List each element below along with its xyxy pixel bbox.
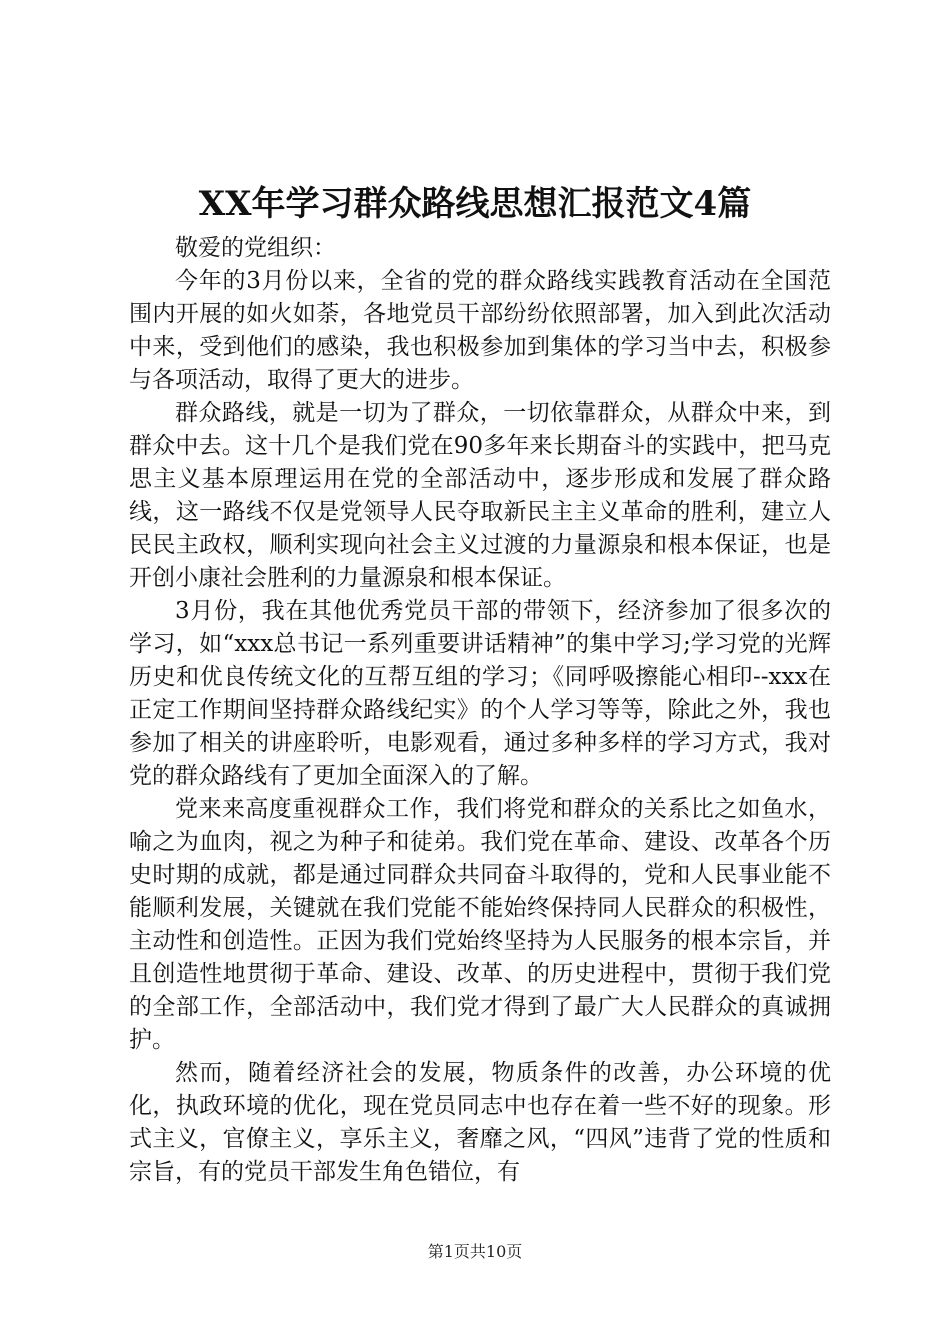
paragraph-1: 今年的3月份以来，全省的党的群众路线实践教育活动在全国范围内开展的如火如荼，各地党员干部纷纷依照部署，加入到此次活动中来，受到他们的感染，我也积极参加到集体的学习当中去，积极参与各项活动，取得了更大的进步。 [129, 268, 831, 393]
document-body [129, 232, 831, 1189]
page-footer [0, 1240, 950, 1264]
salutation: 敬爱的党组织： [175, 235, 336, 261]
paragraph-4: 党来来高度重视群众工作，我们将党和群众的关系比之如鱼水，喻之为血肉，视之为种子和徒弟。我们党在革命、建设、改革各个历史时期的成就，都是通过同群众共同奋斗取得的，党和人民事业能不能顺利发展，关键就在我们党能不能始终保持同人民群众的积极性，主动性和创造性。正因为我们党始终坚持为人民服务的根本宗旨，并且创造性地贯彻于革命、建设、改革、的历史进程中，贯彻于我们党的全部工作，全部活动中，我们党才得到了最广大人民群众的真诚拥护。 [129, 796, 831, 1053]
paragraph-5: 然而，随着经济社会的发展，物质条件的改善，办公环境的优化，执政环境的优化，现在党员同志中也存在着一些不好的现象。形式主义，官僚主义，享乐主义，奢靡之风，“四风”违背了党的性质和宗旨，有的党员干部发生角色错位，有 [129, 1060, 831, 1185]
paragraph-3: 3月份，我在其他优秀党员干部的带领下，经济参加了很多次的学习，如“xxx总书记一系列重要讲话精神”的集中学习;学习党的光辉历史和优良传统文化的互帮互组的学习；《同呼吸擦能心相印--xxx在正定工作期间坚持群众路线纪实》的个人学习等等，除此之外，我也参加了相关的讲座聆听，电影观看，通过多种多样的学习方式，我对党的群众路线有了更加全面深入的了解。 [129, 598, 831, 789]
document-title: XX年学习群众路线思想汇报范文4篇 [198, 184, 752, 224]
page-total: 共10页 [469, 1242, 523, 1261]
paragraph-2: 群众路线，就是一切为了群众，一切依靠群众，从群众中来，到群众中去。这十几个是我们党在90多年来长期奋斗的实践中，把马克思主义基本原理运用在党的全部活动中，逐步形成和发展了群众路线，这一路线不仅是党领导人民夺取新民主主义革命的胜利，建立人民民主政权，顺利实现向社会主义过渡的力量源泉和根本保证，也是开创小康社会胜利的力量源泉和根本保证。 [129, 400, 831, 591]
page-number: 第1页 [427, 1242, 470, 1261]
